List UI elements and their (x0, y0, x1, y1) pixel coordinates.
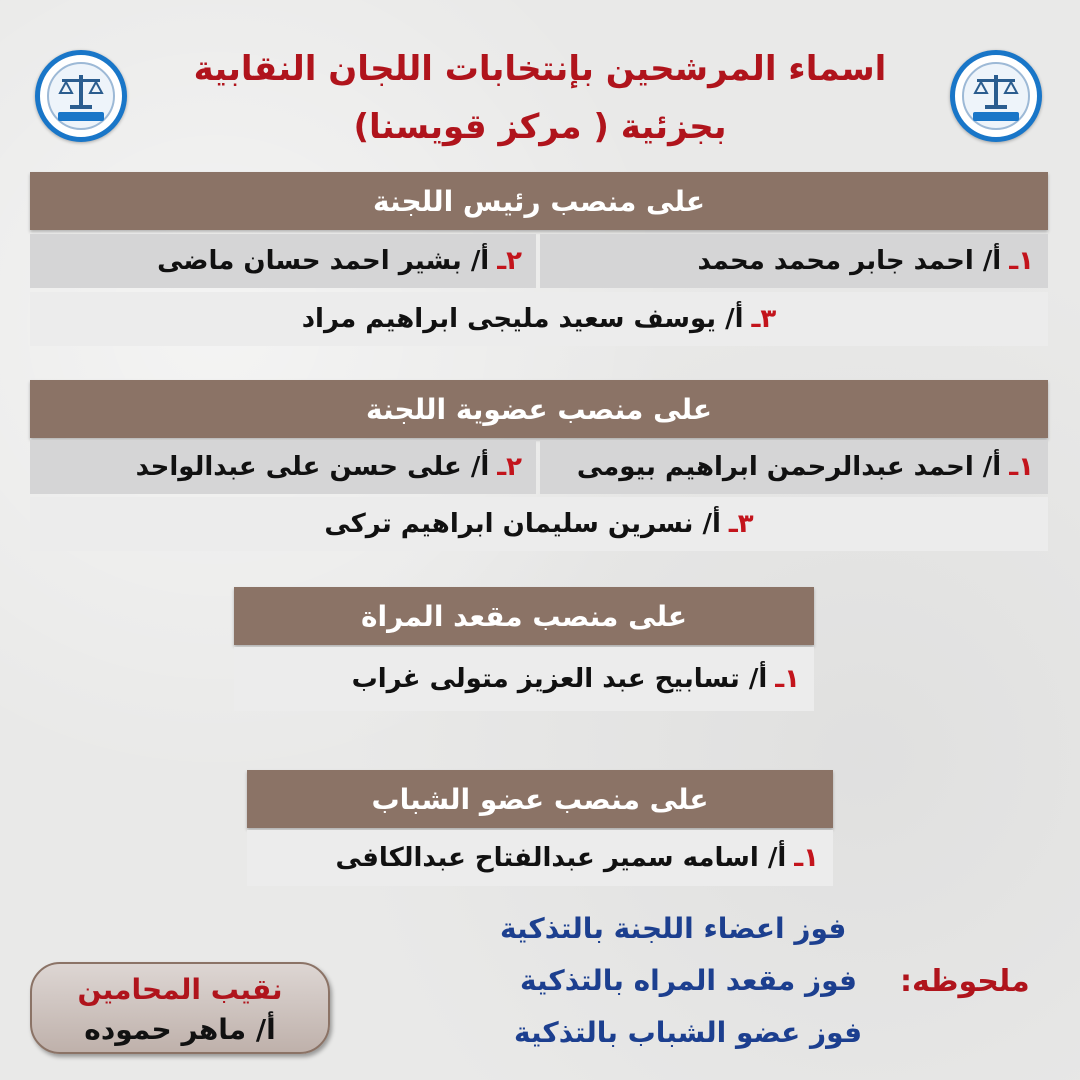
note-line: فوز عضو الشباب بالتذكية (514, 1016, 863, 1049)
note-label: ملحوظه: (900, 964, 1030, 999)
candidate-number: ١ـ (1009, 246, 1034, 276)
syndicate-logo-left (35, 50, 127, 142)
signature-name: أ/ ماهر حموده (84, 1013, 276, 1046)
candidate-name: أ/ احمد عبدالرحمن ابراهيم بيومى (576, 452, 1002, 482)
signature-box (30, 962, 330, 1054)
scales-of-justice-icon (46, 61, 116, 131)
candidate-name: أ/ احمد جابر محمد محمد (697, 246, 1002, 276)
page-subtitle: بجزئية ( مركز قويسنا) (353, 107, 727, 147)
syndicate-logo-right (950, 50, 1042, 142)
note-line: فوز مقعد المراه بالتذكية (520, 964, 857, 997)
candidate-name: أ/ تسابيح عبد العزيز متولى غراب (351, 664, 768, 694)
note-line: فوز اعضاء اللجنة بالتذكية (500, 912, 847, 945)
section-members-title: على منصب عضوية اللجنة (30, 380, 1048, 438)
candidate-row (30, 440, 536, 494)
candidate-row (247, 830, 833, 886)
candidate-number: ٣ـ (751, 304, 777, 334)
candidate-name: أ/ نسرين سليمان ابراهيم تركى (324, 509, 721, 539)
candidate-number: ١ـ (775, 664, 800, 694)
section-youth-title: على منصب عضو الشباب (247, 770, 833, 828)
candidate-name: أ/ يوسف سعيد مليجى ابراهيم مراد (301, 304, 744, 334)
candidate-row (540, 440, 1048, 494)
candidate-row (234, 647, 814, 711)
signature-role: نقيب المحامين (77, 973, 283, 1006)
section-head-title: على منصب رئيس اللجنة (30, 172, 1048, 230)
candidate-row (30, 497, 1048, 551)
section-woman-title: على منصب مقعد المراة (234, 587, 814, 645)
candidate-name: أ/ بشير احمد حسان ماضى (157, 246, 490, 276)
page-title: اسماء المرشحين بإنتخابات اللجان النقابية (193, 49, 887, 89)
candidate-row (30, 234, 536, 288)
candidate-number: ٣ـ (728, 509, 754, 539)
candidate-number: ١ـ (1009, 452, 1034, 482)
candidate-name: أ/ على حسن على عبدالواحد (135, 452, 490, 482)
candidate-number: ٢ـ (497, 452, 522, 482)
candidate-number: ١ـ (794, 843, 819, 873)
candidate-number: ٢ـ (497, 246, 522, 276)
scales-of-justice-icon (961, 61, 1031, 131)
candidate-name: أ/ اسامه سمير عبدالفتاح عبدالكافى (335, 843, 787, 873)
candidate-row (30, 292, 1048, 346)
candidate-row (540, 234, 1048, 288)
